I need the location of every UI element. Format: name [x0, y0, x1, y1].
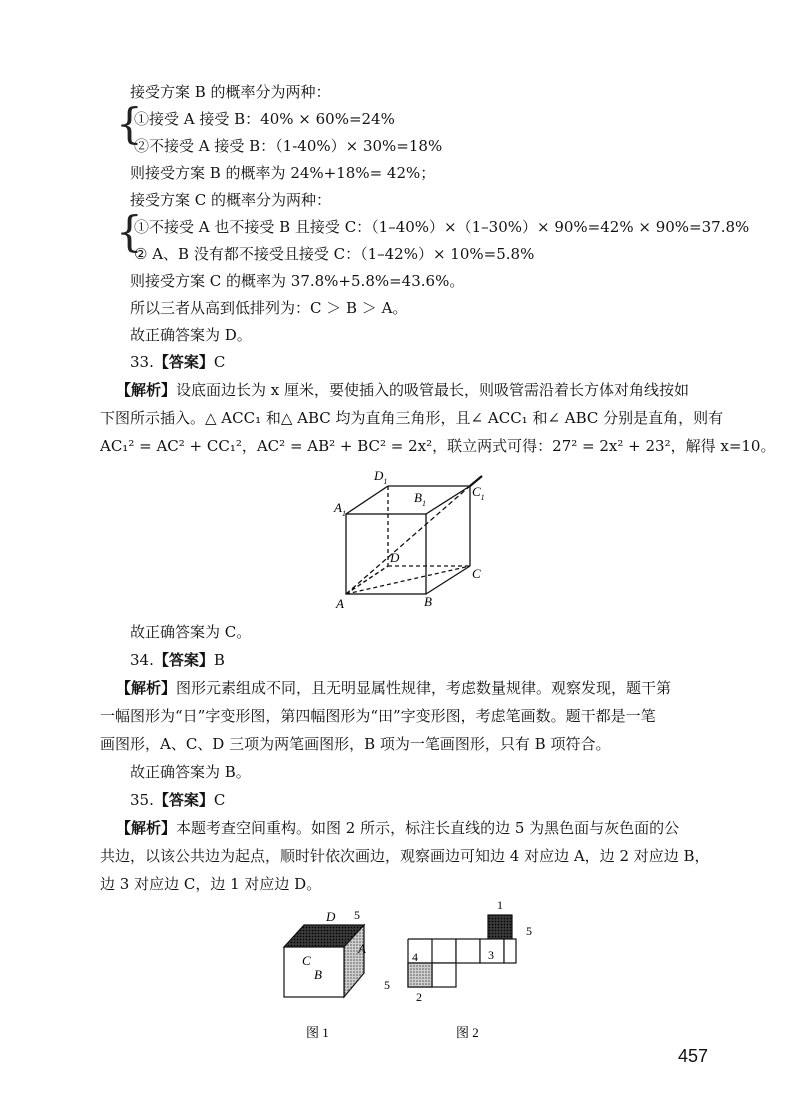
- question-number: 34.: [130, 651, 154, 669]
- text-line: 【解析】设底面边长为 x 厘米，要使插入的吸管最长，则吸管需沿着长方体对角线按如: [116, 381, 690, 399]
- text-line: 下图所示插入。△ ACC₁ 和△ ABC 均为直角三角形，且∠ ACC₁ 和∠ ABC 分别是直角，则有: [100, 409, 724, 427]
- text-line: 画图形，A、C、D 三项为两笔画图形，B 项为一笔画图形，只有 B 项符合。: [100, 735, 611, 753]
- explanation-tag: 【解析】: [116, 819, 177, 837]
- net-edge-label: 2: [416, 990, 422, 1004]
- cube-and-net-diagram: [260, 893, 560, 1053]
- question-header: [130, 352, 225, 372]
- figure-caption: 图 2: [456, 1025, 479, 1040]
- text-line: AC₁² = AC² + CC₁²，AC² = AB² + BC² = 2x²，联立两式可得：27² = 2x² + 23²，解得 x=10。: [100, 437, 776, 455]
- net-edge-label: 3: [488, 948, 494, 962]
- edge-label: 5: [354, 908, 360, 922]
- question-number: 35.: [130, 791, 154, 809]
- answer-line: 故正确答案为 D。: [130, 326, 252, 344]
- text-line: 所以三者从高到低排列为：C ＞ B ＞ A。: [130, 299, 408, 317]
- vertex-label: $D_1$: [374, 468, 388, 486]
- explanation-tag: 【解析】: [116, 679, 177, 697]
- text-line: ② A、B 没有都不接受且接受 C：（1–42%）× 10%=5.8%: [134, 245, 535, 263]
- answer-tag: 【答案】: [153, 353, 214, 371]
- question-header: [130, 790, 225, 810]
- text-line: 则接受方案 C 的概率为 37.8%+5.8%=43.6%。: [130, 272, 465, 290]
- net-edge-label: 4: [412, 950, 418, 964]
- edge-label: A: [358, 941, 366, 956]
- vertex-label: A: [336, 596, 344, 611]
- answer-line: 故正确答案为 B。: [130, 763, 251, 781]
- vertex-label: B: [424, 594, 432, 609]
- answer-letter: B: [213, 651, 225, 669]
- brace-icon: {: [116, 207, 143, 256]
- net-edge-label: 5: [526, 924, 532, 938]
- answer-letter: C: [213, 353, 226, 371]
- text-line: ①不接受 A 也不接受 B 且接受 C：（1–40%）×（1–30%）× 90%=42% × 90%=37.8%: [134, 218, 750, 236]
- vertex-label: $B_1$: [414, 490, 426, 508]
- question-header: [130, 650, 225, 670]
- vertex-label: $A_1$: [334, 500, 346, 518]
- explanation-tag: 【解析】: [116, 381, 177, 399]
- page-number: 457: [677, 1046, 708, 1066]
- net-edge-label: 1: [497, 898, 503, 912]
- text-line: 共边，以该公共边为起点，顺时针依次画边，观察画边可知边 4 对应边 A，边 2 对应边 B，: [100, 847, 710, 865]
- text-line: 一幅图形为“日”字变形图，第四幅图形为“田”字变形图，考虑笔画数。题干都是一笔: [100, 707, 656, 725]
- text-line: 则接受方案 B 的概率为 24%+18%= 42%；: [130, 164, 436, 182]
- text-line: ①接受 A 接受 B：40% × 60%=24%: [134, 110, 395, 128]
- text-line: 接受方案 B 的概率分为两种：: [130, 83, 331, 101]
- text-line: 边 3 对应边 C，边 1 对应边 D。: [100, 875, 322, 893]
- answer-tag: 【答案】: [153, 651, 214, 669]
- question-number: 33.: [130, 353, 154, 371]
- edge-label: B: [314, 967, 322, 982]
- edge-label: C: [302, 953, 311, 968]
- vertex-label: $C_1$: [472, 484, 485, 502]
- vertex-label: C: [472, 566, 481, 581]
- answer-tag: 【答案】: [153, 791, 214, 809]
- figure-caption: 图 1: [306, 1025, 329, 1040]
- text-line: 接受方案 C 的概率分为两种：: [130, 191, 332, 209]
- vertex-label: D: [390, 550, 400, 565]
- edge-label: D: [326, 909, 336, 924]
- cuboid-diagram: [320, 462, 500, 612]
- answer-line: 故正确答案为 C。: [130, 623, 252, 641]
- text-line: 【解析】图形元素组成不同，且无明显属性规律，考虑数量规律。观察发现，题干第: [116, 679, 672, 697]
- text-line: ②不接受 A 接受 B：（1-40%）× 30%=18%: [134, 137, 443, 155]
- brace-icon: {: [116, 99, 143, 148]
- answer-letter: C: [213, 791, 226, 809]
- text-line: 【解析】本题考查空间重构。如图 2 所示，标注长直线的边 5 为黑色面与灰色面的公: [116, 819, 680, 837]
- net-edge-label: 5: [384, 978, 390, 992]
